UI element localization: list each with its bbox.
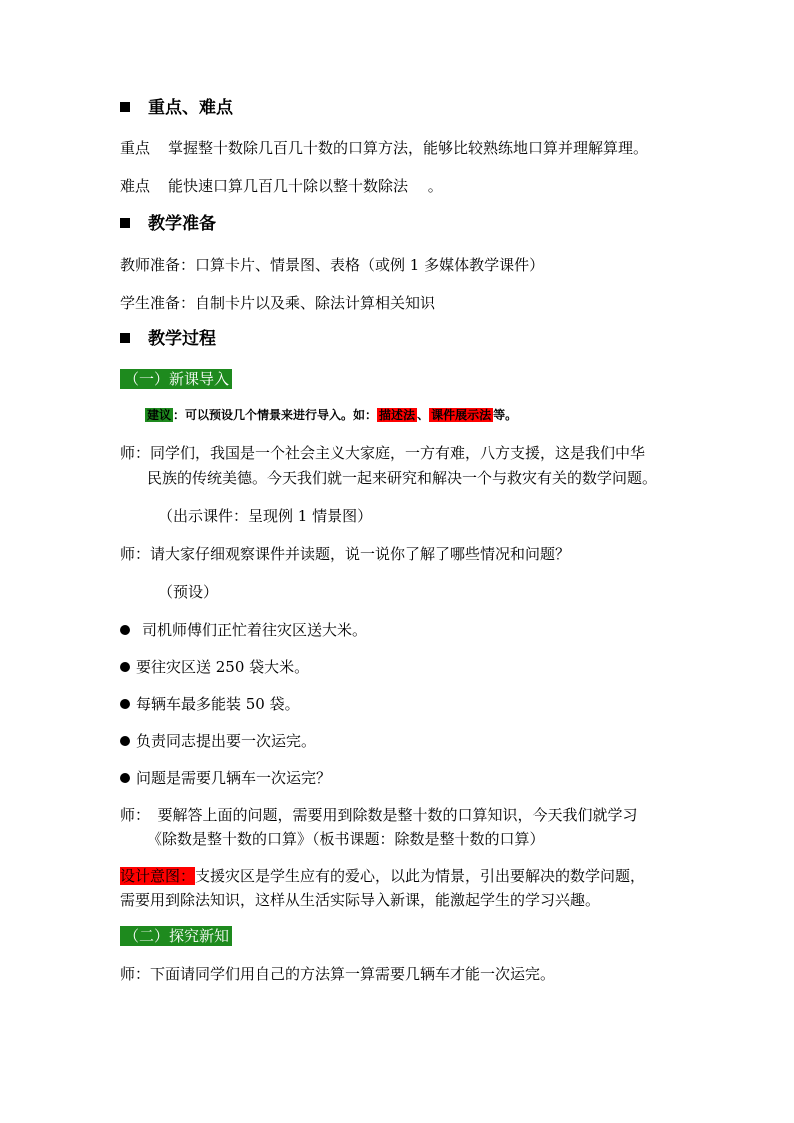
key-point-line: 重点 掌握整十数除几百几十数的口算方法，能够比较熟练地口算并理解算理。 <box>120 139 649 157</box>
round-bullet-icon <box>120 736 130 746</box>
design-intent-line-1: 设计意图：支援灾区是学生应有的爱心，以此为情景，引出要解决的数学问题， <box>120 867 646 885</box>
section-heading-key-points: 重点、难点 <box>120 98 233 118</box>
list-item: 负责同志提出要一次运完。 <box>120 731 316 751</box>
teacher-prep-line: 教师准备：口算卡片、情景图、表格（或例 1 多媒体教学课件） <box>120 256 545 274</box>
design-intent-line-2: 需要用到除法知识，这样从生活实际导入新课，能激起学生的学习兴趣。 <box>120 891 601 909</box>
list-item: 每辆车最多能装 50 袋。 <box>120 694 300 714</box>
teacher-speech-2: 师：请大家仔细观察课件并读题，说一说你了解了哪些情况和问题？ <box>120 545 571 563</box>
step-tag-explore: （二）探究新知 <box>120 926 232 946</box>
round-bullet-icon <box>120 773 130 783</box>
student-prep-line: 学生准备：自制卡片以及乘、除法计算相关知识 <box>120 294 436 312</box>
teacher-speech-3-line-2: 《除数是整十数的口算》（板书课题：除数是整十数的口算） <box>147 830 545 848</box>
design-intent-label: 设计意图： <box>120 867 196 885</box>
list-item: 要往灾区送 250 袋大米。 <box>120 657 309 677</box>
round-bullet-icon <box>120 699 130 709</box>
round-bullet-icon <box>120 625 130 635</box>
teacher-speech-3-line-1: 师： 要解答上面的问题，需要用到除数是整十数的口算知识，今天我们就学习 <box>120 806 638 824</box>
section-heading-process: 教学过程 <box>120 329 216 349</box>
difficulty-line: 难点 能快速口算几百几十除以整十数除法 。 <box>120 177 443 195</box>
list-item: 司机师傅们正忙着往灾区送大米。 <box>120 620 367 640</box>
square-bullet-icon <box>120 218 130 228</box>
suggestion-line: 建议 ：可以预设几个情景来进行导入。如： 描述法 、 课件展示法 等。 <box>147 408 518 422</box>
step-tag-intro: （一）新课导入 <box>120 369 232 389</box>
teacher-speech-4: 师：下面请同学们用自己的方法算一算需要几辆车才能一次运完。 <box>120 965 556 983</box>
list-item: 问题是需要几辆车一次运完？ <box>120 768 331 788</box>
preset-line: （预设） <box>158 583 219 601</box>
section-heading-prep: 教学准备 <box>120 214 216 234</box>
teacher-speech-1-line-2: 民族的传统美德。今天我们就一起来研究和解决一个与救灾有关的数学问题。 <box>147 469 658 487</box>
square-bullet-icon <box>120 333 130 343</box>
round-bullet-icon <box>120 662 130 672</box>
square-bullet-icon <box>120 102 130 112</box>
teacher-speech-1-line-1: 师：同学们，我国是一个社会主义大家庭，一方有难，八方支援，这是我们中华 <box>120 444 646 462</box>
show-courseware-line: （出示课件：呈现例 1 情景图） <box>158 507 373 525</box>
